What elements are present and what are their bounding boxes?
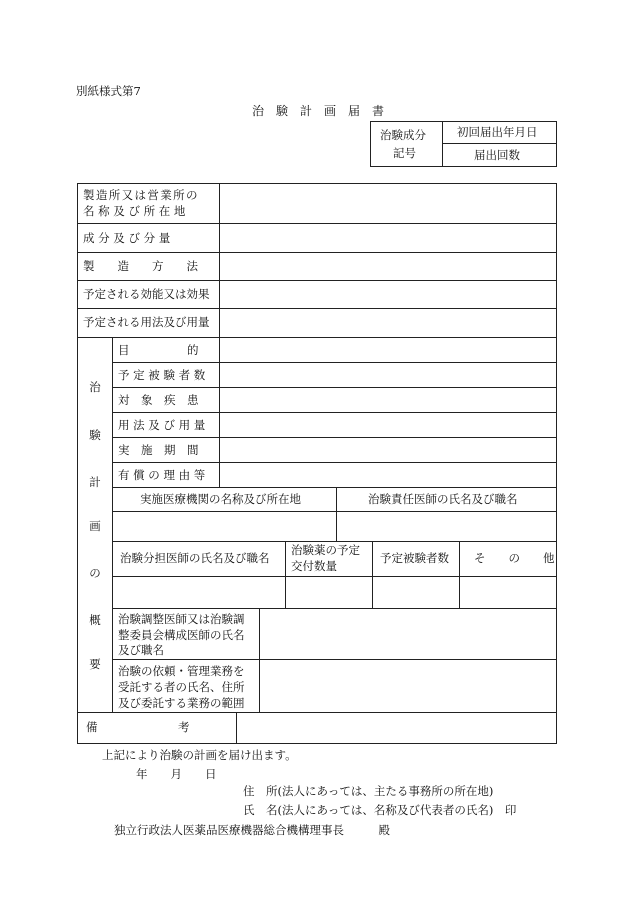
purpose-label: 目 的 bbox=[118, 343, 199, 357]
date-line[interactable]: 年 月 日 bbox=[136, 767, 217, 781]
document-title: 治 験 計 画 届 書 bbox=[252, 104, 385, 118]
contractor-label-line1: 治験の依頼・管理業務を bbox=[118, 664, 245, 678]
remarks-label: 備 考 bbox=[86, 720, 190, 734]
usage-input[interactable] bbox=[220, 413, 556, 437]
institution-input[interactable] bbox=[113, 512, 336, 541]
site-label-line2: 名 称 及 び 所 在 地 bbox=[83, 204, 186, 218]
form-number: 別紙様式第7 bbox=[76, 84, 141, 98]
sub-investigator-header: 治験分担医師の氏名及び職名 bbox=[120, 551, 270, 565]
dosage-input[interactable] bbox=[220, 309, 556, 337]
contractor-label-line2: 受託する者の氏名、住所 bbox=[118, 680, 245, 694]
institution-header: 実施医療機関の名称及び所在地 bbox=[140, 492, 301, 506]
components-label: 成 分 及 び 分 量 bbox=[83, 231, 171, 245]
site-input[interactable] bbox=[220, 184, 556, 223]
coordinator-input[interactable] bbox=[260, 609, 556, 659]
planned-subjects-input[interactable] bbox=[373, 577, 459, 608]
summary-char: 治 bbox=[89, 380, 101, 394]
code-label-line1: 治験成分 bbox=[380, 128, 426, 142]
row-line bbox=[112, 487, 557, 488]
period-input[interactable] bbox=[220, 438, 556, 462]
efficacy-input[interactable] bbox=[220, 281, 556, 308]
sub-investigator-input[interactable] bbox=[113, 577, 285, 608]
addressee-line: 独立行政法人医薬品医療機器総合機構理事長 殿 bbox=[114, 823, 390, 837]
subjects-label: 予 定 被 験 者 数 bbox=[118, 368, 206, 382]
target-disease-label: 対 象 疾 患 bbox=[118, 393, 199, 407]
coordinator-label-line2: 整委員会構成医師の氏名 bbox=[118, 628, 245, 642]
drug-quantity-input[interactable] bbox=[286, 577, 372, 608]
paid-reason-input[interactable] bbox=[220, 463, 556, 487]
manufacturing-label: 製 造 方 法 bbox=[83, 259, 198, 273]
form-bottom-border bbox=[77, 743, 557, 744]
notice-count-label: 届出回数 bbox=[474, 148, 520, 162]
row-line bbox=[112, 541, 557, 542]
drug-quantity-header-line2: 交付数量 bbox=[291, 559, 337, 573]
summary-char: 画 bbox=[89, 519, 101, 533]
coordinator-label-line3: 及び職名 bbox=[118, 643, 164, 657]
first-notice-date-label: 初回届出年月日 bbox=[457, 125, 538, 139]
drug-quantity-header-line1: 治験薬の予定 bbox=[291, 543, 360, 557]
components-input[interactable] bbox=[220, 224, 556, 252]
summary-char: 計 bbox=[89, 475, 101, 489]
summary-char: 概 bbox=[89, 613, 101, 627]
code-field[interactable] bbox=[371, 122, 442, 166]
coordinator-label-line1: 治験調整医師又は治験調 bbox=[118, 612, 245, 626]
investigator-input[interactable] bbox=[337, 512, 556, 541]
code-label-line2: 記号 bbox=[393, 146, 416, 160]
site-label-line1: 製造所又は営業所の bbox=[83, 188, 199, 202]
corner-box-mid bbox=[442, 143, 557, 144]
summary-char: 験 bbox=[89, 428, 101, 442]
corner-box-bottom bbox=[370, 166, 557, 167]
target-disease-input[interactable] bbox=[220, 388, 556, 412]
corner-box-right bbox=[556, 121, 557, 167]
summary-char: 要 bbox=[89, 657, 101, 671]
purpose-input[interactable] bbox=[220, 338, 556, 362]
manufacturing-input[interactable] bbox=[220, 253, 556, 280]
dosage-label: 予定される用法及び用量 bbox=[83, 315, 210, 329]
name-line[interactable]: 氏 名(法人にあっては、名称及び代表者の氏名) 印 bbox=[243, 803, 517, 817]
contractor-label-line3: 及び委託する業務の範囲 bbox=[118, 696, 245, 710]
efficacy-label: 予定される効能又は効果 bbox=[83, 287, 210, 301]
remarks-input[interactable] bbox=[237, 713, 556, 743]
period-label: 実 施 期 間 bbox=[118, 443, 199, 457]
contractor-input[interactable] bbox=[260, 660, 556, 712]
corner-box-divider bbox=[442, 121, 443, 167]
summary-char: の bbox=[89, 566, 101, 580]
subjects-input[interactable] bbox=[220, 363, 556, 387]
usage-label: 用 法 及 び 用 量 bbox=[118, 418, 206, 432]
paid-reason-label: 有 償 の 理 由 等 bbox=[118, 468, 206, 482]
other-header: そ の 他 bbox=[474, 551, 555, 565]
address-line[interactable]: 住 所(法人にあっては、主たる事務所の所在地) bbox=[243, 784, 494, 798]
declaration-text: 上記により治験の計画を届け出ます。 bbox=[102, 748, 297, 762]
other-input[interactable] bbox=[460, 577, 556, 608]
investigator-header: 治験責任医師の氏名及び職名 bbox=[368, 492, 518, 506]
planned-subjects-header: 予定被験者数 bbox=[380, 551, 449, 565]
form-left-border bbox=[77, 183, 78, 744]
